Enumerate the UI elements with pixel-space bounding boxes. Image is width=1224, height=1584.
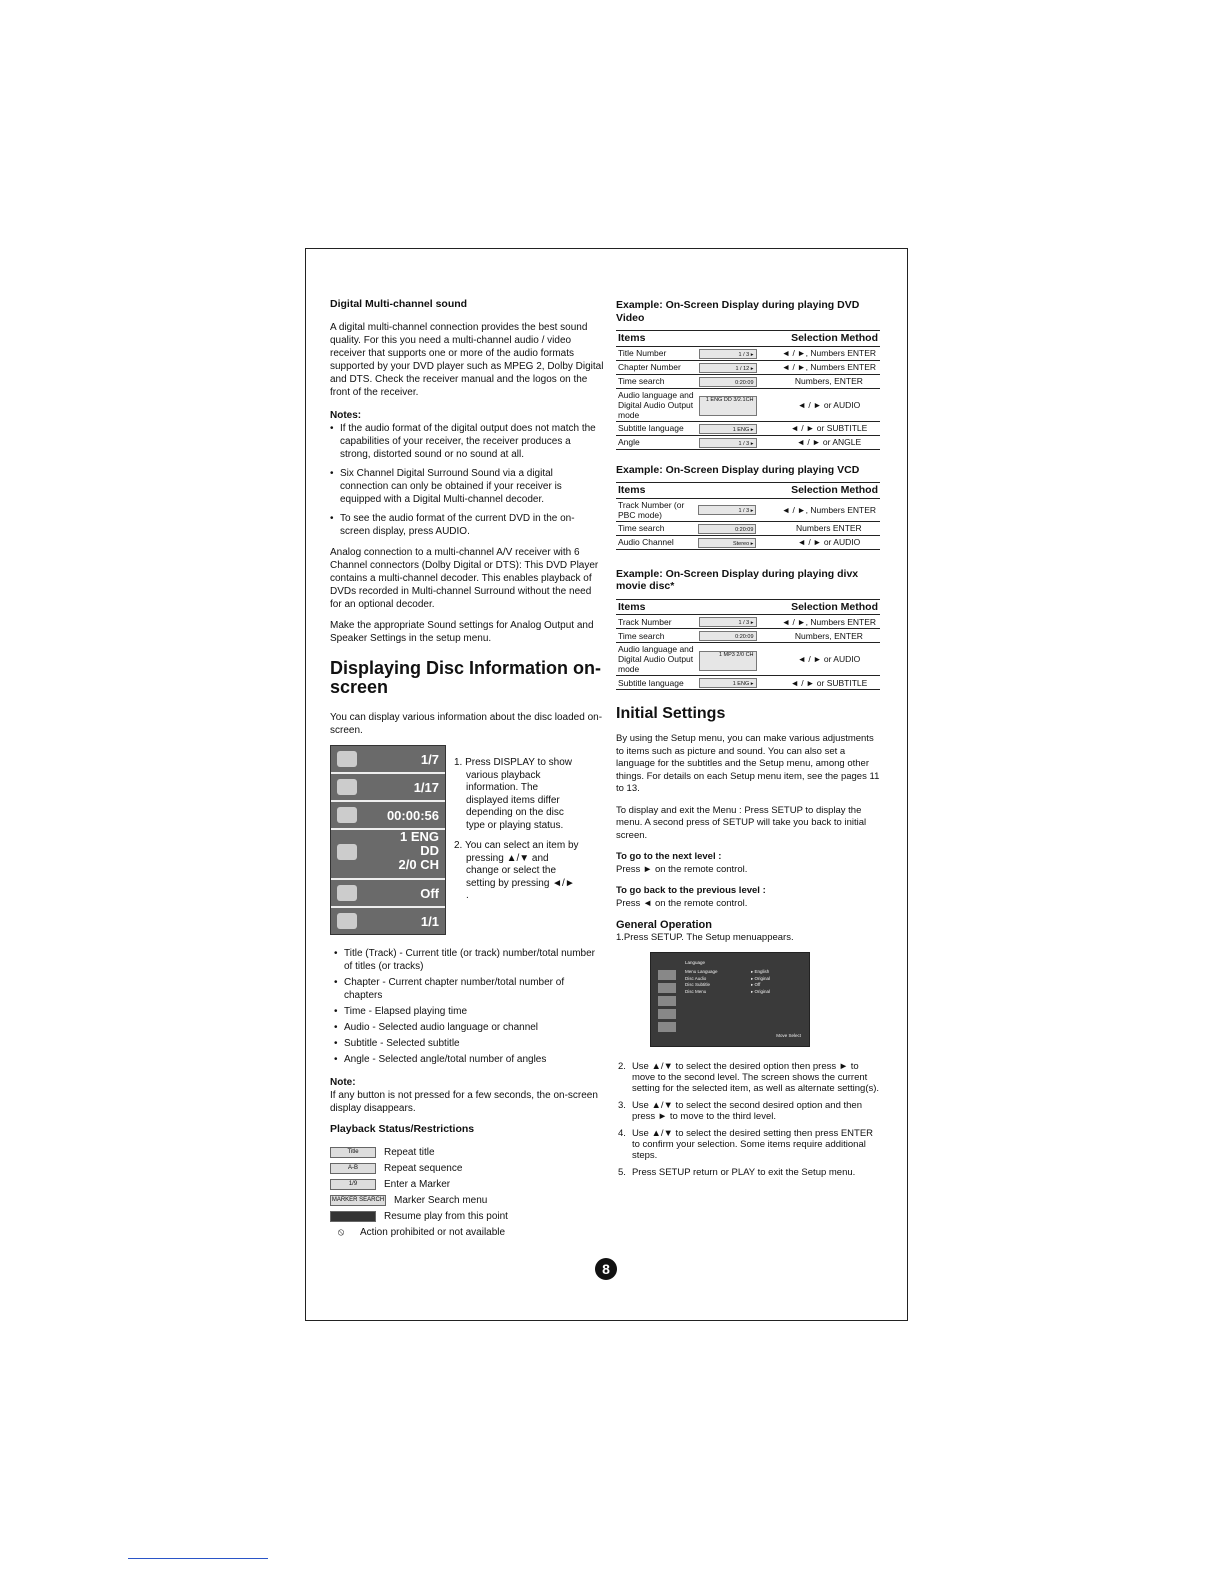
row-method: ◄ / ►, Numbers ENTER	[778, 346, 880, 360]
table-row	[616, 676, 880, 690]
paragraph-initial: By using the Setup menu, you can make various adjustments to items such as picture and sound. You can also set a language for the subtitles and the Setup menu, among other things. For details on each Setup menu item, see the pages 11 to 13.	[616, 733, 880, 794]
dvd-table-body	[616, 346, 880, 449]
setup-step	[616, 1100, 882, 1122]
table-row	[616, 521, 880, 535]
others-icon	[658, 1022, 676, 1032]
paragraph-sound-settings: Make the appropriate Sound settings for Analog Output and Speaker Settings in the setup menu.	[330, 620, 594, 644]
osd-mini: 0:20:09	[699, 631, 757, 641]
row-osd	[697, 643, 778, 676]
divx-table-body	[616, 615, 880, 690]
row-item: Audio language and Digital Audio Output mode	[616, 643, 697, 676]
osd-mini: 1 ENG ▸	[699, 678, 757, 688]
repeat-title-icon: Title	[330, 1147, 376, 1158]
table-row	[616, 346, 880, 360]
osd-row-angle	[331, 908, 445, 934]
setup-menu-screenshot	[650, 952, 810, 1047]
status-label: Enter a Marker	[384, 1179, 451, 1190]
setup-value: ▸ Off	[751, 982, 761, 987]
resume-icon	[330, 1211, 376, 1222]
right-column	[616, 297, 882, 1184]
prev-level-text: Press ◄ on the remote control.	[616, 897, 748, 909]
row-item: Track Number	[616, 615, 697, 629]
left-column	[330, 298, 604, 1242]
step-text: Press SETUP return or PLAY to exit the Setup menu.	[631, 1167, 856, 1178]
setup-menu-items	[685, 969, 718, 995]
osd-panel	[330, 745, 446, 935]
clock-icon	[337, 807, 357, 823]
osd-mini: 0:20:09	[699, 377, 757, 387]
osd-angle-value: 1/1	[420, 913, 439, 929]
row-item: Audio Channel	[616, 535, 696, 549]
prev-level-label: To go back to the previous level :	[616, 885, 766, 896]
step-text: Use ▲/▼ to select the desired setting then press ENTER to confirm your selection. Some items require additional steps.	[631, 1128, 874, 1161]
osd-subtitle-value: Off	[420, 885, 439, 901]
note-item: • Six Channel Digital Surround Sound via a digital connection can only be obtained if your receiver is equipped with a Digital Multi-channel decoder.	[340, 467, 604, 506]
general-step-1: 1.Press SETUP. The Setup menuappears.	[616, 931, 794, 943]
osd-title-value: 1/7	[420, 751, 439, 767]
note-item: • To see the audio format of the current DVD in the on-screen display, press AUDIO.	[340, 512, 604, 538]
row-osd	[697, 676, 778, 690]
osd-row-audio	[331, 830, 445, 880]
list-item: • Audio - Selected audio language or channel	[344, 1021, 604, 1034]
row-osd	[696, 498, 777, 521]
display-step-2: 2. You can select an item by pressing ▲/▼ and change or select the setting by pressing ◄/► .	[454, 840, 579, 901]
table-row	[616, 421, 880, 435]
row-method: ◄ / ► or SUBTITLE	[778, 421, 880, 435]
page-number: 8	[595, 1258, 617, 1280]
subtitle-icon	[337, 885, 357, 901]
row-method: Numbers ENTER	[778, 521, 880, 535]
notes-label: Notes:	[330, 410, 362, 421]
method-header: Selection Method	[778, 599, 880, 615]
osd-audio-values	[399, 830, 439, 872]
note-label: Note:	[330, 1077, 356, 1088]
status-label: Action prohibited or not available	[360, 1227, 506, 1238]
osd-example	[330, 745, 604, 935]
osd-row-subtitle	[331, 880, 445, 908]
paragraph-display: You can display various information about the disc loaded on-screen.	[330, 712, 603, 736]
step-number: 2.	[618, 1061, 626, 1072]
osd-mini: 1 / 3 ▸	[699, 617, 757, 627]
setup-menu-values	[751, 969, 770, 995]
osd-mini: Stereo ▸	[698, 538, 756, 548]
items-header: Items	[616, 331, 778, 347]
list-item: • Title (Track) - Current title (or track) number/total number of titles (or tracks)	[344, 947, 604, 973]
status-label: Marker Search menu	[394, 1195, 488, 1206]
list-item: • Chapter - Current chapter number/total number of chapters	[344, 976, 604, 1002]
osd-mini: 1 / 3 ▸	[699, 349, 757, 359]
note-text: If any button is not pressed for a few seconds, the on-screen display disappears.	[330, 1090, 598, 1114]
display-icon	[658, 983, 676, 993]
table-row	[616, 629, 880, 643]
row-osd	[696, 521, 777, 535]
status-row	[330, 1162, 604, 1175]
method-header: Selection Method	[778, 483, 880, 499]
row-item: Angle	[616, 435, 697, 449]
status-label: Repeat title	[384, 1147, 435, 1158]
osd-mini: 1 MP3 2/0 CH	[699, 651, 757, 671]
row-item: Chapter Number	[616, 360, 697, 374]
step-text: Use ▲/▼ to select the second desired option and then press ► to move to the third level.	[631, 1100, 862, 1122]
status-row	[330, 1210, 604, 1223]
osd-mini: 1 / 3 ▸	[698, 505, 756, 515]
osd-mini: 1 / 12 ▸	[699, 363, 757, 373]
status-row	[330, 1226, 604, 1239]
vcd-table	[616, 482, 880, 550]
table-row	[616, 615, 880, 629]
step-number: 4.	[618, 1128, 626, 1139]
table-row	[616, 374, 880, 388]
row-method: ◄ / ► or AUDIO	[778, 643, 880, 676]
step-text: Use ▲/▼ to select the desired option then press ► to move to the second level. The screen shows the current setting for the selected item, as well as alternate setting(s).	[631, 1061, 880, 1094]
table-header	[616, 331, 880, 347]
osd-chapter-value: 1/17	[413, 779, 439, 795]
status-label: Resume play from this point	[384, 1211, 508, 1222]
table-row	[616, 643, 880, 676]
dvd-table	[616, 330, 880, 450]
table-header	[616, 599, 880, 615]
table-row	[616, 498, 880, 521]
row-method: ◄ / ►, Numbers ENTER	[778, 615, 880, 629]
row-osd	[697, 346, 778, 360]
setup-menu-title: Language	[685, 960, 706, 965]
paragraph-analog: Analog connection to a multi-channel A/V receiver with 6 Channel connectors (Dolby Digital or DTS): This DVD Player contains a multi-channel decoder. This enables playback of DVDs recorded in Multi-channel Surround without the need for an optional decoder.	[330, 547, 599, 610]
row-item: Title Number	[616, 346, 697, 360]
osd-row-title	[331, 746, 445, 774]
status-row	[330, 1194, 604, 1207]
heading-dvd-example: Example: On-Screen Display during playing DVD Video	[616, 299, 860, 324]
row-method: ◄ / ► or SUBTITLE	[778, 676, 880, 690]
osd-mini: 0:20:09	[698, 524, 756, 534]
osd-mini: 1 ENG ▸	[699, 424, 757, 434]
camera-icon	[337, 913, 357, 929]
chapter-icon	[337, 779, 357, 795]
row-item: Subtitle language	[616, 676, 697, 690]
audio-icon	[658, 996, 676, 1006]
list-item: • Time - Elapsed playing time	[344, 1005, 604, 1018]
row-osd	[696, 535, 777, 549]
table-row	[616, 388, 880, 421]
items-header: Items	[616, 599, 778, 615]
heading-vcd-example: Example: On-Screen Display during playing VCD	[616, 463, 860, 476]
osd-row-time	[331, 802, 445, 830]
next-level-text: Press ► on the remote control.	[616, 863, 748, 875]
heading-display-info: Displaying Disc Information on-screen	[330, 658, 602, 697]
step-number: 5.	[618, 1167, 626, 1178]
osd-items-list	[330, 947, 604, 1066]
setup-step	[616, 1061, 882, 1094]
setup-step	[616, 1167, 882, 1178]
row-item: Time search	[616, 629, 697, 643]
status-list	[330, 1146, 604, 1239]
setup-step	[616, 1128, 882, 1161]
osd-audio-channel: 2/0 CH	[398, 857, 439, 872]
row-method: Numbers, ENTER	[778, 374, 880, 388]
heading-divx-example: Example: On-Screen Display during playing divx movie disc*	[616, 567, 859, 592]
row-osd	[697, 388, 778, 421]
row-osd	[697, 421, 778, 435]
heading-multichannel: Digital Multi-channel sound	[330, 298, 468, 310]
setup-steps	[616, 1061, 882, 1178]
row-method: ◄ / ► or AUDIO	[778, 388, 880, 421]
marker-icon: 1/9	[330, 1179, 376, 1190]
footer-rule	[128, 1558, 268, 1559]
osd-row-chapter	[331, 774, 445, 802]
paragraph-multichannel: A digital multi-channel connection provides the best sound quality. For this you need a multi-channel audio / video receiver that supports one or more of the audio formats supported by your DVD player such as MPEG 2, Dolby Digital and DTS. Check the receiver manual and the logos on the front of the receiver.	[330, 322, 604, 398]
setup-item: Menu Language	[685, 969, 718, 974]
display-steps	[454, 745, 579, 935]
setup-item: Disc Subtitle	[685, 982, 711, 987]
row-item: Track Number (or PBC mode)	[616, 498, 696, 521]
osd-audio-lang: 1 ENG	[399, 829, 439, 844]
heading-playback-status: Playback Status/Restrictions	[330, 1123, 475, 1135]
row-osd	[697, 435, 778, 449]
title-icon	[337, 751, 357, 767]
row-item: Audio language and Digital Audio Output mode	[616, 388, 697, 421]
status-label: Repeat sequence	[384, 1163, 463, 1174]
table-header	[616, 483, 880, 499]
osd-mini: 1 ENG DD 3/2.1CH	[699, 396, 757, 416]
setup-value: ▸ English	[751, 969, 770, 974]
setup-item: Disc Menu	[685, 988, 707, 994]
list-item: • Angle - Selected angle/total number of angles	[344, 1053, 604, 1066]
prohibited-icon: ⦸	[337, 1227, 345, 1238]
row-method: ◄ / ►, Numbers ENTER	[778, 360, 880, 374]
row-item: Time search	[616, 521, 696, 535]
table-row	[616, 535, 880, 549]
audio-icon	[337, 844, 357, 860]
setup-menu-sidebar	[655, 967, 679, 1035]
osd-mini: 1 / 3 ▸	[699, 438, 757, 448]
status-row	[330, 1146, 604, 1159]
osd-audio-format: DD	[420, 843, 439, 858]
row-method: ◄ / ►, Numbers ENTER	[778, 498, 880, 521]
row-item: Subtitle language	[616, 421, 697, 435]
divx-table	[616, 599, 880, 691]
vcd-table-body	[616, 498, 880, 549]
osd-time-value: 00:00:56	[386, 807, 439, 823]
table-row	[616, 360, 880, 374]
row-osd	[697, 629, 778, 643]
next-level-label: To go to the next level :	[616, 851, 722, 862]
setup-item: Disc Audio	[685, 975, 707, 981]
row-osd	[697, 615, 778, 629]
language-icon	[658, 970, 676, 980]
status-row	[330, 1178, 604, 1191]
repeat-ab-icon: A-B	[330, 1163, 376, 1174]
setup-value: ▸ Original	[751, 988, 771, 994]
marker-search-icon: MARKER SEARCH	[330, 1195, 386, 1206]
row-item: Time search	[616, 374, 697, 388]
step-number: 3.	[618, 1100, 626, 1111]
setup-value: ▸ Original	[751, 975, 771, 981]
setup-menu-footer: Move Select	[776, 1032, 801, 1038]
note-item: • If the audio format of the digital output does not match the capabilities of your receiver, the receiver produces a strong, distorted sound or no sound at all.	[340, 422, 604, 461]
row-osd	[697, 374, 778, 388]
heading-initial-settings: Initial Settings	[616, 705, 726, 722]
row-method: Numbers, ENTER	[778, 629, 880, 643]
display-step-1: 1. Press DISPLAY to show various playback information. The displayed items differ depending on the disc type or playing status.	[454, 757, 573, 831]
lock-icon	[658, 1009, 676, 1019]
paragraph-display-exit: To display and exit the Menu : Press SETUP to display the menu. A second press of SETUP will take you back to initial screen.	[616, 804, 867, 841]
row-osd	[697, 360, 778, 374]
row-method: ◄ / ► or ANGLE	[778, 435, 880, 449]
heading-general-operation: General Operation	[616, 919, 712, 931]
list-item: • Subtitle - Selected subtitle	[344, 1037, 604, 1050]
notes-list	[330, 422, 604, 538]
row-method: ◄ / ► or AUDIO	[778, 535, 880, 549]
items-header: Items	[616, 483, 778, 499]
method-header: Selection Method	[778, 331, 880, 347]
table-row	[616, 435, 880, 449]
